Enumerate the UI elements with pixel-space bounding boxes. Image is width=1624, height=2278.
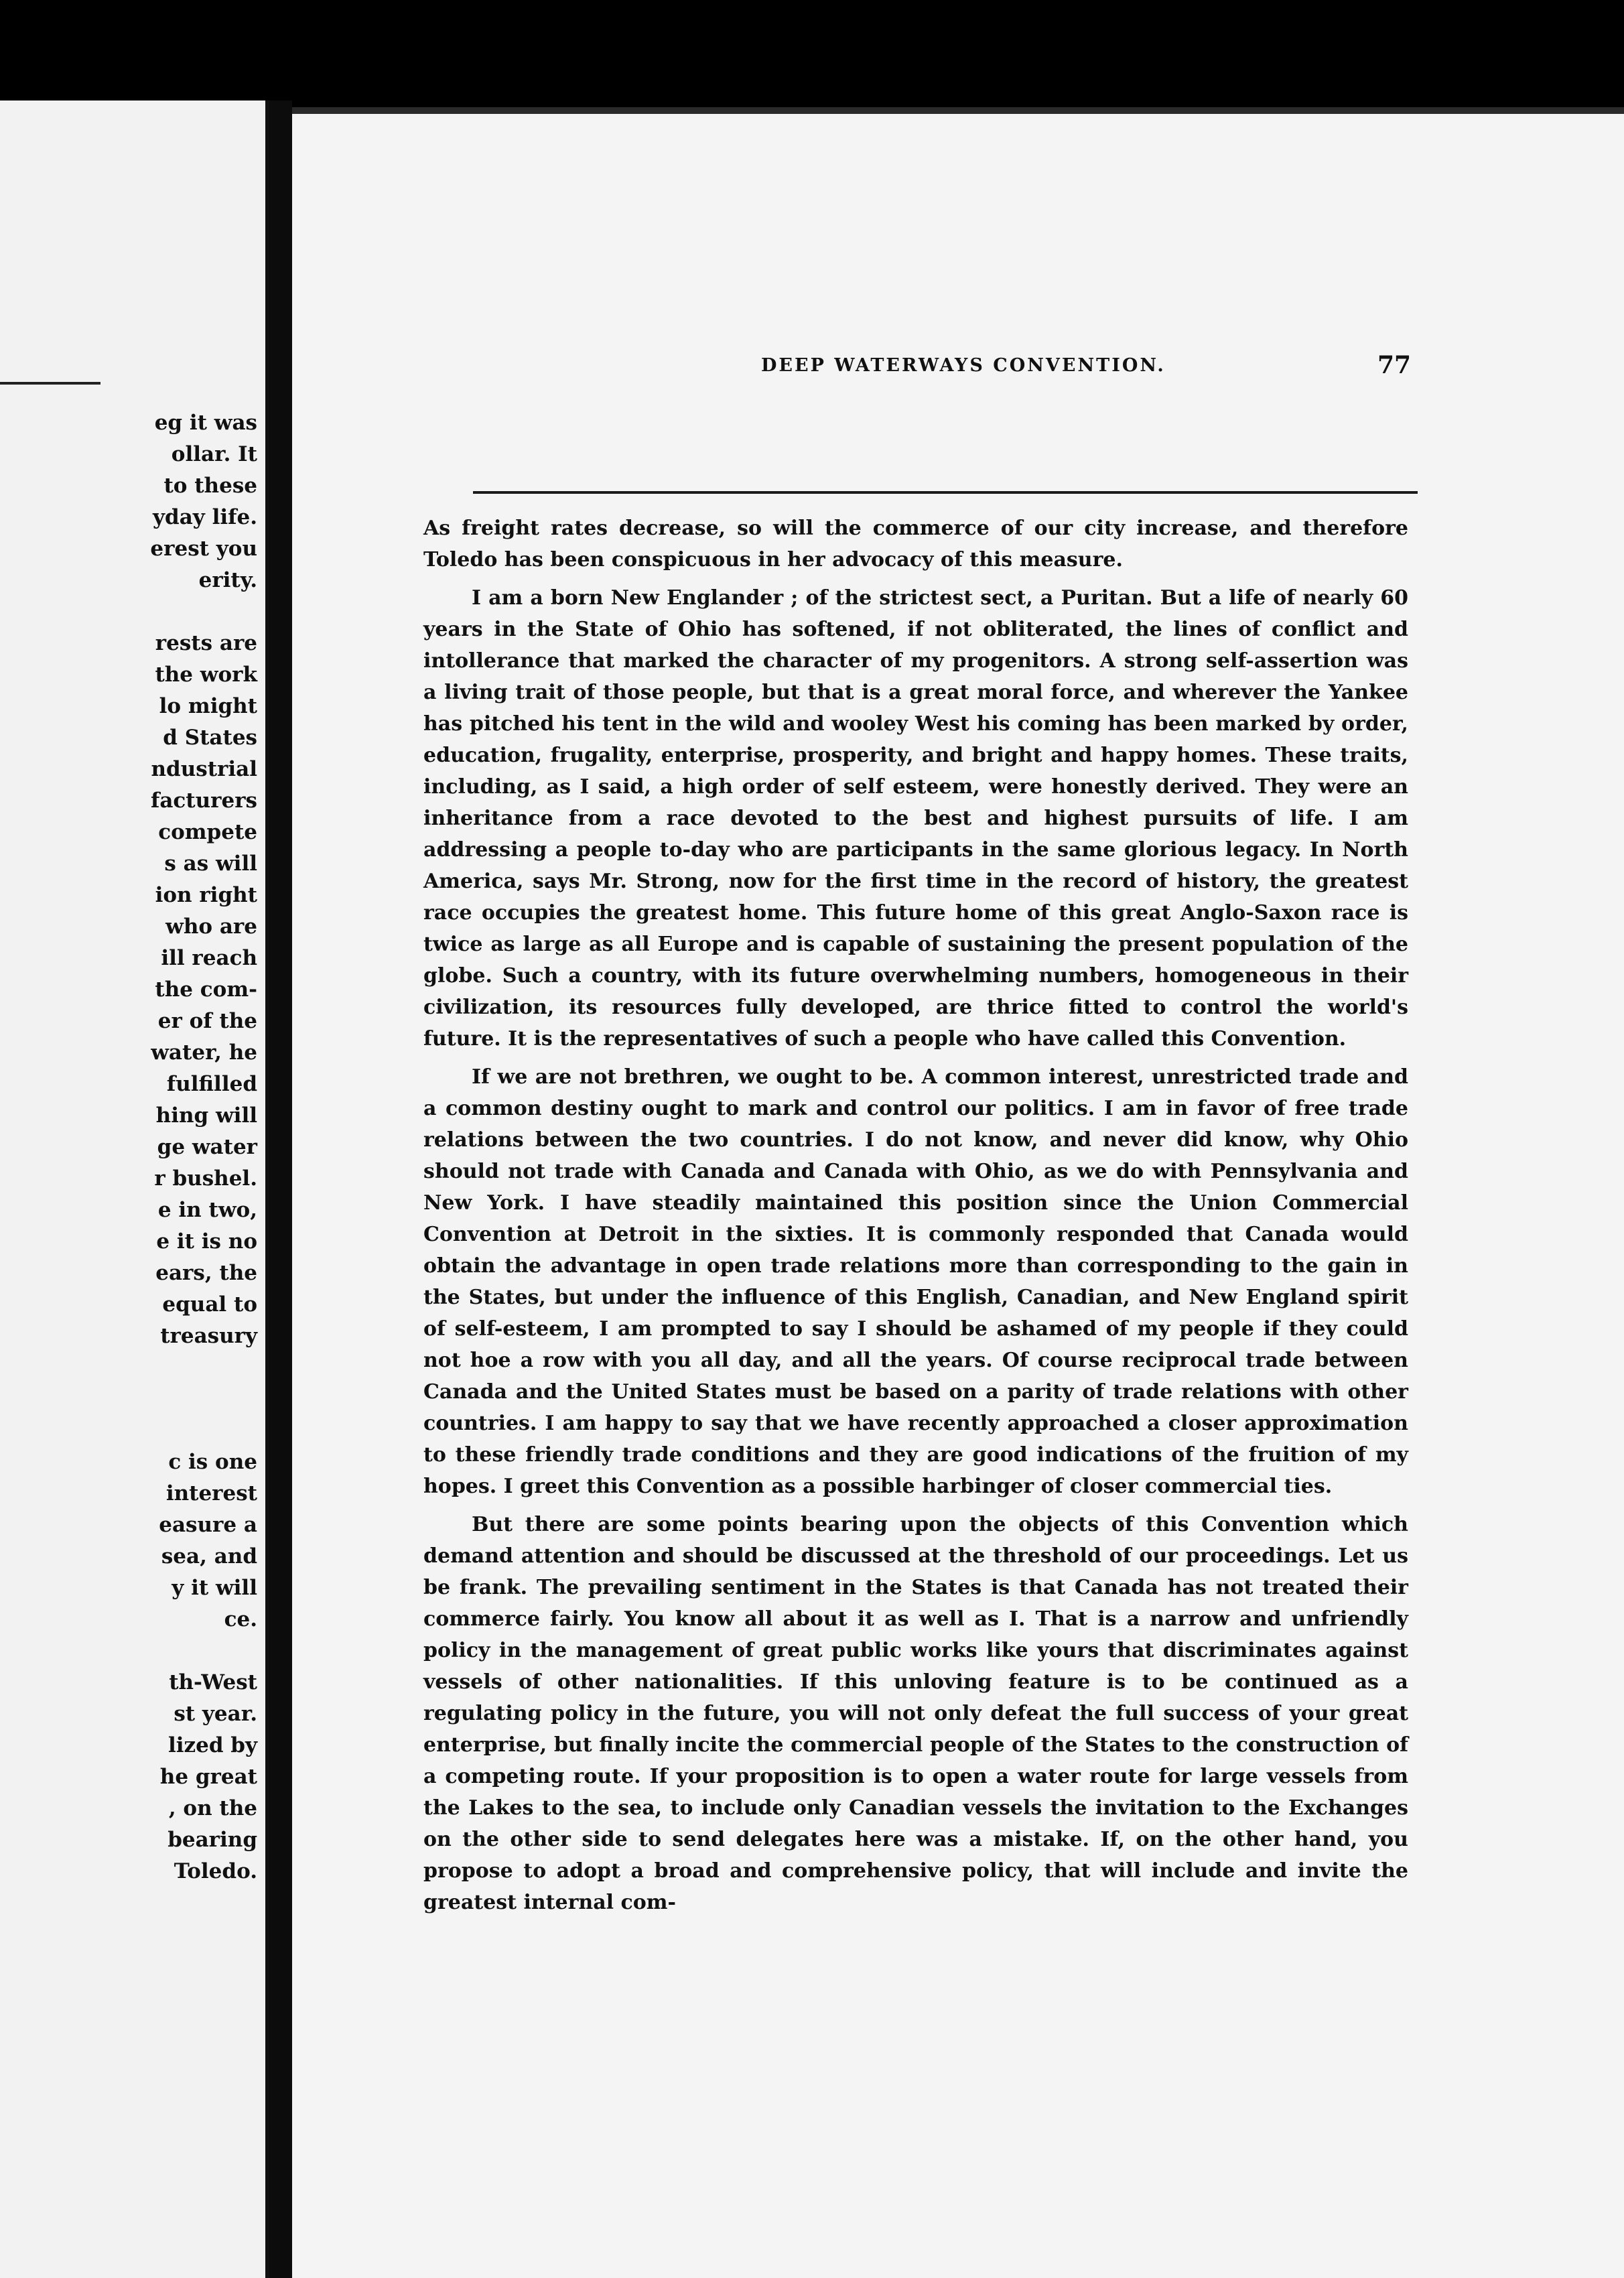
left-page-fragment-line bbox=[150, 1635, 257, 1667]
running-head-title: DEEP WATERWAYS CONVENTION. bbox=[761, 355, 1166, 376]
left-page-fragment-line: easure a bbox=[159, 1513, 257, 1537]
left-page-fragment-line: the com- bbox=[155, 978, 257, 1002]
left-page-fragment-line: facturers bbox=[151, 789, 257, 813]
left-page-fragment-line: d States bbox=[163, 726, 257, 750]
left-page-fragment-line: sea, and bbox=[161, 1544, 257, 1568]
left-page-fragment-line: equal to bbox=[162, 1292, 257, 1317]
left-facing-page bbox=[0, 100, 269, 2278]
left-page-fragment-line: y it will bbox=[172, 1576, 257, 1600]
left-page-fragment-line: rests are bbox=[155, 631, 257, 655]
left-page-fragment-line: bearing bbox=[167, 1828, 257, 1852]
book-gutter bbox=[269, 100, 292, 2278]
page-top-edge bbox=[292, 107, 1624, 114]
left-page-fragment-line: ears, the bbox=[155, 1261, 257, 1285]
paragraph-1: As freight rates decrease, so will the commerce of our city increase, and therefore Toledo has been conspicuous in her advocacy of this measure. bbox=[423, 517, 1408, 572]
left-page-fragment-line: who are bbox=[165, 915, 257, 939]
left-page-fragment-line: water, he bbox=[151, 1041, 257, 1065]
left-page-text-fragments bbox=[150, 407, 257, 1887]
left-page-fragment-line: erest you bbox=[150, 537, 257, 561]
left-page-fragment-line: e it is no bbox=[156, 1229, 257, 1254]
left-page-fragment-line: compete bbox=[158, 820, 257, 844]
left-page-fragment-line bbox=[150, 1352, 257, 1384]
left-page-fragment-line: to these bbox=[163, 474, 257, 498]
left-page-rule bbox=[0, 382, 100, 385]
left-page-fragment-line: c is one bbox=[168, 1450, 257, 1474]
left-page-fragment-line: eg it was bbox=[154, 411, 257, 435]
left-page-fragment-line: he great bbox=[159, 1765, 257, 1789]
left-page-fragment-line: interest bbox=[165, 1481, 257, 1505]
left-page-fragment-line: th-West bbox=[169, 1670, 257, 1694]
paragraph-2: I am a born New Englander ; of the strictest sect, a Puritan. But a life of nearly 60 years in the State of Ohio has softened, if not obliterated, the lines of conflict and intollerance that marked the character of my progenitors. A strong self-assertion was a living trait of those people, but that is a great moral force, and wherever the Yankee has pitched his tent in the wild and wooley West his coming has been marked by order, education, frugality, enterprise, prosperity, and bright and happy homes. These traits, including, as I said, a high order of self esteem, were honestly derived. They were an inheritance from a race devoted to the best and highest pursuits of life. I am addressing a people to-day who are participants in the same glorious legacy. In North America, says Mr. Strong, now for the first time in the record of history, the greatest race occupies the greatest home. This future home of this great Anglo-Saxon race is twice as large as all Europe and is capable of sustaining the present population of the globe. Such a country, with its future overwhelming numbers, homogeneous in their civilization, its resources fully developed, are thrice fitted to control the world's future. It is the representatives of such a people who have called this Convention. bbox=[423, 586, 1408, 1051]
left-page-fragment-line: the work bbox=[155, 663, 257, 687]
left-page-fragment-line: s as will bbox=[164, 852, 257, 876]
left-page-fragment-line: ion right bbox=[155, 883, 257, 907]
page-number: 77 bbox=[1377, 351, 1412, 379]
left-page-fragment-line bbox=[150, 1415, 257, 1447]
left-page-fragment-line: , on the bbox=[168, 1796, 257, 1820]
paragraph-4: But there are some points bearing upon the objects of this Convention which demand attention and should be discussed at the threshold of our proceedings. Let us be frank. The prevailing sentiment in the States is that Canada has not treated their commerce fairly. You know all about it as well as I. That is a narrow and unfriendly policy in the management of great public works like yours that discriminates against vessels of other nationalities. If this unloving feature is to be continued as a regulating policy in the future, you will not only defeat the full success of your great enterprise, but finally incite the commercial people of the States to the construction of a competing route. If your proposition is to open a water route for large vessels from the Lakes to the sea, to include only Canadian vessels the invitation to the Exchanges on the other side to send delegates here was a mistake. If, on the other hand, you propose to adopt a broad and comprehensive policy, that will include and invite the greatest internal com- bbox=[423, 1513, 1408, 1914]
body-text bbox=[423, 513, 1408, 1925]
left-page-fragment-line: ill reach bbox=[161, 946, 257, 970]
left-page-fragment-line: lized by bbox=[167, 1733, 257, 1757]
left-page-fragment-line: Toledo. bbox=[174, 1859, 257, 1883]
left-page-fragment-line: ndustrial bbox=[151, 757, 257, 781]
left-page-fragment-line bbox=[150, 596, 257, 628]
left-page-fragment-line: ollar. It bbox=[171, 442, 257, 466]
main-page bbox=[292, 107, 1624, 2278]
left-page-fragment-line: hing will bbox=[155, 1103, 257, 1128]
paragraph-3: If we are not brethren, we ought to be. A common interest, unrestricted trade and a common destiny ought to mark and control our politics. I am in favor of free trade relations between the two countries. I do not know, and never did know, why Ohio should not trade with Canada and Canada with Ohio, as we do with Pennsylvania and New York. I have steadily maintained this position since the Union Commercial Convention at Detroit in the sixties. It is commonly responded that Canada would obtain the advantage in open trade relations more than corresponding to the gain in the States, but under the influence of this English, Canadian, and New England spirit of self-esteem, I am prompted to say I should be ashamed of my people if they could not hoe a row with you all day, and all the years. Of course reciprocal trade between Canada and the United States must be based on a parity of trade relations with other countries. I am happy to say that we have recently approached a closer approximation to these friendly trade conditions and they are good indications of the fruition of my hopes. I greet this Convention as a possible harbinger of closer commercial ties. bbox=[423, 1065, 1408, 1498]
left-page-fragment-line: yday life. bbox=[153, 505, 257, 529]
left-page-fragment-line: ge water bbox=[157, 1135, 257, 1159]
left-page-fragment-line bbox=[150, 1384, 257, 1415]
left-page-fragment-line: er of the bbox=[157, 1009, 257, 1033]
running-head-rule bbox=[473, 491, 1418, 494]
running-head bbox=[292, 351, 1624, 395]
left-page-fragment-line: erity. bbox=[198, 568, 257, 592]
left-page-fragment-line: st year. bbox=[174, 1702, 257, 1726]
left-page-fragment-line: r bushel. bbox=[154, 1166, 257, 1191]
left-page-fragment-line: ce. bbox=[224, 1607, 257, 1631]
left-page-fragment-line: treasury bbox=[160, 1324, 257, 1348]
left-page-fragment-line: e in two, bbox=[157, 1198, 257, 1222]
left-page-fragment-line: fulfilled bbox=[166, 1072, 257, 1096]
left-page-fragment-line: lo might bbox=[159, 694, 257, 718]
